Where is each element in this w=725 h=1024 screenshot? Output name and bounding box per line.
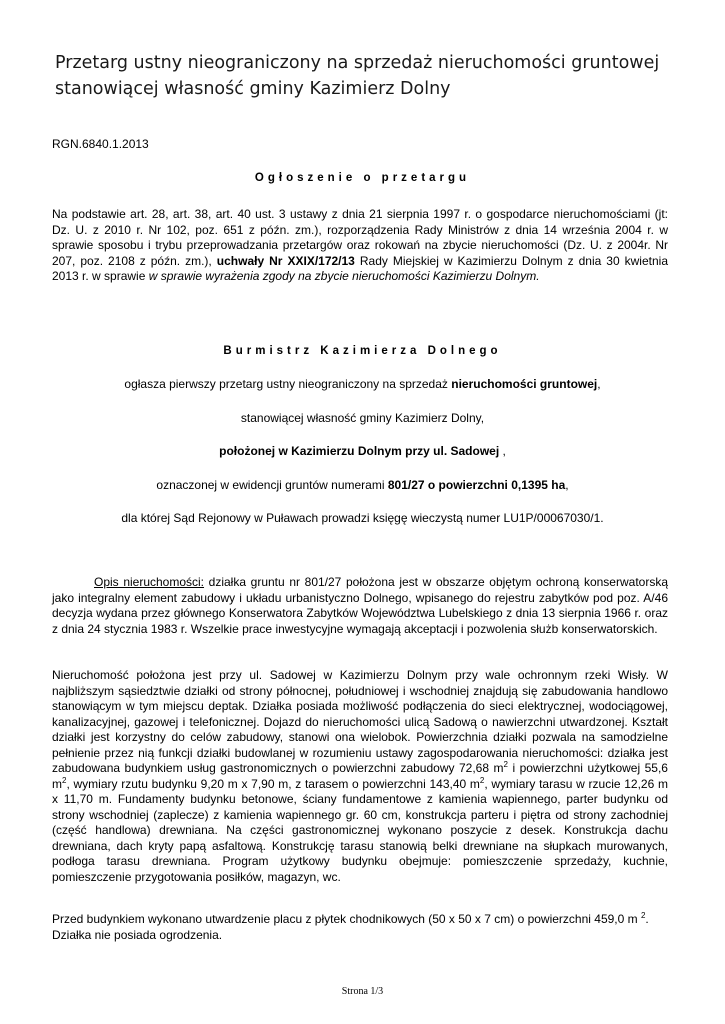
document-title [55,50,695,102]
details-part-4: , wymiary tarasu w rzucie 12,26 m x 11,70 m. Fundamenty budynku betonowe, ściany fundamentowe z kamienia wapiennego, parter budynku od strony wschodniej (zaplecze) z kamienia wapiennego gr. 60 cm, konstrukcja parteru i piętra od strony zachodniej (część handlowa) drewniana. Na części gastronomicznej wykonano poszycie z desek. Konstrukcja dachu drewniana, dach kryty papą asfaltową. Konstrukcję tarasu stanowią belki drewniane na słupkach murowanych, podłoga tarasu drewniana. Program użytkowy budynku obejmuje: pomieszczenie sprzedaży, kuchnie, pomieszczenie przygotowania posiłków, magazyn, wc. [52,776,668,884]
reference-number: RGN.6840.1.2013 [52,137,149,151]
legal-basis-italic: w sprawie wyrażenia zgody na zbycie nieruchomości Kazimierzu Dolnym. [148,269,540,283]
property-details-paragraph [52,668,668,885]
announces-end: , [597,377,601,391]
legal-basis-paragraph [52,207,668,285]
legal-basis-text-2: Rady Miejskiej w Kazimierzu Dolnym z dnia 30 kwietnia 2013 r. w sprawie [52,253,668,283]
announcement-heading: Ogłoszenie o przetargu [254,172,471,184]
details-part-1: Nieruchomość położona jest przy ul. Sadowej w Kazimierzu Dolnym przy wale ochronnym rzeki Wisły. W najbliższym sąsiedztwie działki od strony północnej, południowej i wschodniej znajdują się zabudowania handlowo stanowiącym w tym miejscu deptak. Działka posiada możliwość podłączenia do sieci elektrycznej, wodociągowej, kanalizacyjnej, gazowej i telefonicznej. Dojazd do nieruchomości ulicą Sadową o nawierzchni utwardzonej. Kształt działki jest korzystny do celów zabudowy, stanowi ona wielobok. Powierzchnia działki pozwala na samodzielne pełnienie przez nią funkcji działki budowlanej w rozumieniu ustawy zagospodarowania nieruchomości: działka jest zabudowana budynkiem usług gastronomicznych o powierzchni zabudowy 72,68 m [52,668,668,775]
parcel-text: oznaczonej w ewidencji gruntów numerami [156,478,388,492]
superscript-2a: 2 [503,760,508,769]
legal-basis-text-1: Na podstawie art. 28, art. 38, art. 40 ust. 3 ustawy z dnia 21 sierpnia 1997 r. o gospodarce nieruchomościami (jt: Dz. U. z 2010 r. Nr 102, poz. 651 z późn. zm.), rozporządzenia Rady Ministrów z dnia 14 września 2004 r. w sprawie sposobu i trybu przeprowadzania przetargów oraz rokowań na zbycie nieruchomości (Dz. U. z 2004r. Nr 207, poz. 2108 z późn. zm.), [52,207,668,268]
resolution-number: uchwały Nr XXIX/172/13 [216,253,355,268]
details-part-2: i powierzchni użytkowej 55,6 m [52,761,668,791]
parcel-bold: 801/27 o powierzchni 0,1395 ha [387,478,566,492]
fence-text: Działka nie posiada ogrodzenia. [52,927,223,942]
paving-superscript: 2 [640,911,646,920]
location-line [0,444,725,458]
location-end: , [499,444,506,458]
page-footer: Strona 1/3 [341,986,384,997]
details-part-3: , wymiary rzutu budynku 9,20 m x 7,90 m, z tarasem o powierzchni 143,40 m [66,776,480,791]
parcel-line [0,478,725,492]
superscript-2b: 2 [62,775,67,785]
ownership-line: stanowiącej własność gminy Kazimierz Dolny, [240,411,485,425]
announces-text: ogłasza pierwszy przetarg ustny nieograniczony na sprzedaż [124,377,452,391]
description-label: Opis nieruchomości: [94,575,205,589]
paving-end: . [645,912,649,926]
mayor-heading: Burmistrz Kazimierza Dolnego [223,345,502,357]
superscript-2c: 2 [479,775,485,785]
announces-bold: nieruchomości gruntowej [451,377,598,391]
location-bold: położonej w Kazimierzu Dolnym przy ul. Sadowej [219,444,500,458]
title-line-2: stanowiącej własność gminy Kazimierz Dolny [55,79,451,99]
paving-text: Przed budynkiem wykonano utwardzenie placu z płytek chodnikowych (50 x 50 x 7 cm) o powierzchni 459,0 m [52,912,641,926]
description-paragraph [52,575,668,637]
announces-line [0,377,725,391]
land-register-line: dla której Sąd Rejonowy w Puławach prowadzi księgę wieczystą numer LU1P/00067030/1. [121,511,604,525]
title-line-1: Przetarg ustny nieograniczony na sprzedaż nieruchomości gruntowej [55,53,660,73]
paving-paragraph [52,912,668,943]
parcel-end: , [565,478,569,492]
description-text: działka gruntu nr 801/27 położona jest w obszarze objętym ochroną konserwatorską jako integralny element zabudowy i układu urbanistyczno Dolnego, wpisanego do rejestru zabytków pod poz. A/46 decyzja wydana przez głównego Konserwatora Zabytków Województwa Lubelskiego z dnia 13 sierpnia 1966 r. oraz z dnia 24 stycznia 1983 r. Wszelkie prace inwestycyjne wymagają akceptacji i pozwolenia służb konserwatorskich. [52,575,668,636]
